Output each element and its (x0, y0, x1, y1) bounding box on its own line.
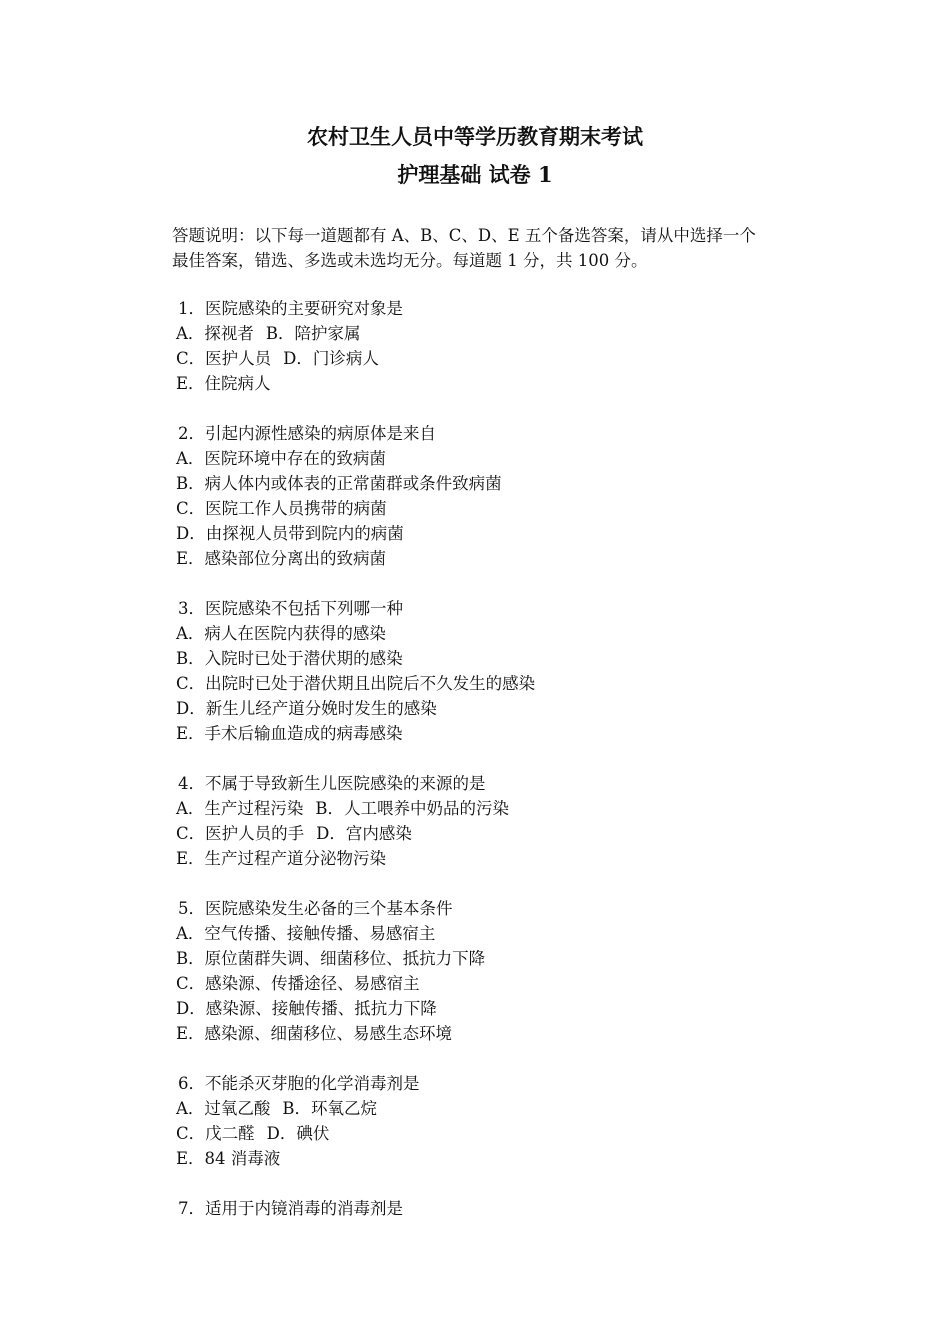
question-stem: 4．不属于导致新生儿医院感染的来源的是 (178, 774, 486, 793)
answer-option: E．感染源、细菌移位、易感生态环境 (176, 1024, 453, 1043)
exam-subtitle: 护理基础 试卷 1 (397, 162, 553, 187)
question-stem: 7．适用于内镜消毒的消毒剂是 (178, 1199, 403, 1218)
question-item (176, 896, 836, 1046)
question-stem: 2．引起内源性感染的病原体是来自 (178, 424, 436, 443)
answer-option: E．手术后输血造成的病毒感染 (176, 724, 403, 743)
option-row (176, 846, 836, 871)
option-row (176, 546, 836, 571)
answer-option: A．探视者 (176, 324, 254, 343)
option-row (176, 971, 836, 996)
answer-option: A．过氧乙酸 (176, 1099, 271, 1118)
option-row (176, 796, 836, 821)
option-row (176, 1121, 836, 1146)
answer-option: D．碘伏 (266, 1124, 330, 1143)
answer-option: D．门诊病人 (283, 349, 379, 368)
option-row (176, 346, 836, 371)
answer-option: C．医护人员的手 (176, 824, 305, 843)
question-item (176, 771, 836, 871)
option-row (176, 446, 836, 471)
answer-option: C．出院时已处于潜伏期且出院后不久发生的感染 (176, 674, 536, 693)
answer-option: D．新生儿经产道分娩时发生的感染 (176, 699, 437, 718)
question-item (176, 596, 836, 746)
answer-option: C．医院工作人员携带的病菌 (176, 499, 387, 518)
option-row (176, 921, 836, 946)
answer-option: A．医院环境中存在的致病菌 (176, 449, 386, 468)
answer-option: C．感染源、传播途径、易感宿主 (176, 974, 420, 993)
answer-option: E．生产过程产道分泌物污染 (176, 849, 387, 868)
option-row (176, 521, 836, 546)
option-row (176, 496, 836, 521)
answer-option: B．陪护家属 (265, 324, 361, 343)
option-row (176, 671, 836, 696)
answer-option: D．感染源、接触传播、抵抗力下降 (176, 999, 437, 1018)
answer-option: C．医护人员 (176, 349, 272, 368)
option-row (176, 996, 836, 1021)
answer-option: A．空气传播、接触传播、易感宿主 (176, 924, 436, 943)
question-list (176, 296, 836, 1246)
question-item (176, 1071, 836, 1171)
answer-option: D．由探视人员带到院内的病菌 (176, 524, 404, 543)
question-stem: 3．医院感染不包括下列哪一种 (178, 599, 403, 618)
option-row (176, 1021, 836, 1046)
option-row (176, 821, 836, 846)
question-stem: 6．不能杀灭芽胞的化学消毒剂是 (178, 1074, 420, 1093)
question-stem: 1．医院感染的主要研究对象是 (178, 299, 403, 318)
answer-option: B．原位菌群失调、细菌移位、抵抗力下降 (176, 949, 486, 968)
answer-option: B．人工喂养中奶品的污染 (315, 799, 510, 818)
option-row (176, 621, 836, 646)
option-row (176, 721, 836, 746)
answer-option: A．病人在医院内获得的感染 (176, 624, 386, 643)
question-stem: 5．医院感染发生必备的三个基本条件 (178, 899, 453, 918)
option-row (176, 1146, 836, 1171)
answer-option: C．戊二醛 (176, 1124, 255, 1143)
question-item (176, 1196, 836, 1221)
answer-option: B．入院时已处于潜伏期的感染 (176, 649, 403, 668)
instructions (172, 223, 822, 273)
option-row (176, 371, 836, 396)
option-row (176, 696, 836, 721)
option-row (176, 946, 836, 971)
question-item (176, 296, 836, 396)
option-row (176, 1096, 836, 1121)
option-row (176, 471, 836, 496)
answer-option: E．感染部位分离出的致病菌 (176, 549, 387, 568)
exam-title: 农村卫生人员中等学历教育期末考试 (307, 124, 643, 149)
option-row (176, 321, 836, 346)
option-row (176, 646, 836, 671)
answer-option: B．病人体内或体表的正常菌群或条件致病菌 (176, 474, 502, 493)
answer-option: E．84 消毒液 (176, 1149, 281, 1168)
answer-option: B．环氧乙烷 (282, 1099, 378, 1118)
answer-option: E．住院病人 (176, 374, 271, 393)
answer-option: D．宫内感染 (316, 824, 412, 843)
question-item (176, 421, 836, 571)
answer-option: A．生产过程污染 (176, 799, 304, 818)
instructions-line: 答题说明：以下每一道题都有 A、B、C、D、E 五个备选答案，请从中选择一个 (172, 226, 756, 245)
instructions-line: 最佳答案，错选、多选或未选均无分。每道题 1 分，共 100 分。 (172, 251, 648, 270)
